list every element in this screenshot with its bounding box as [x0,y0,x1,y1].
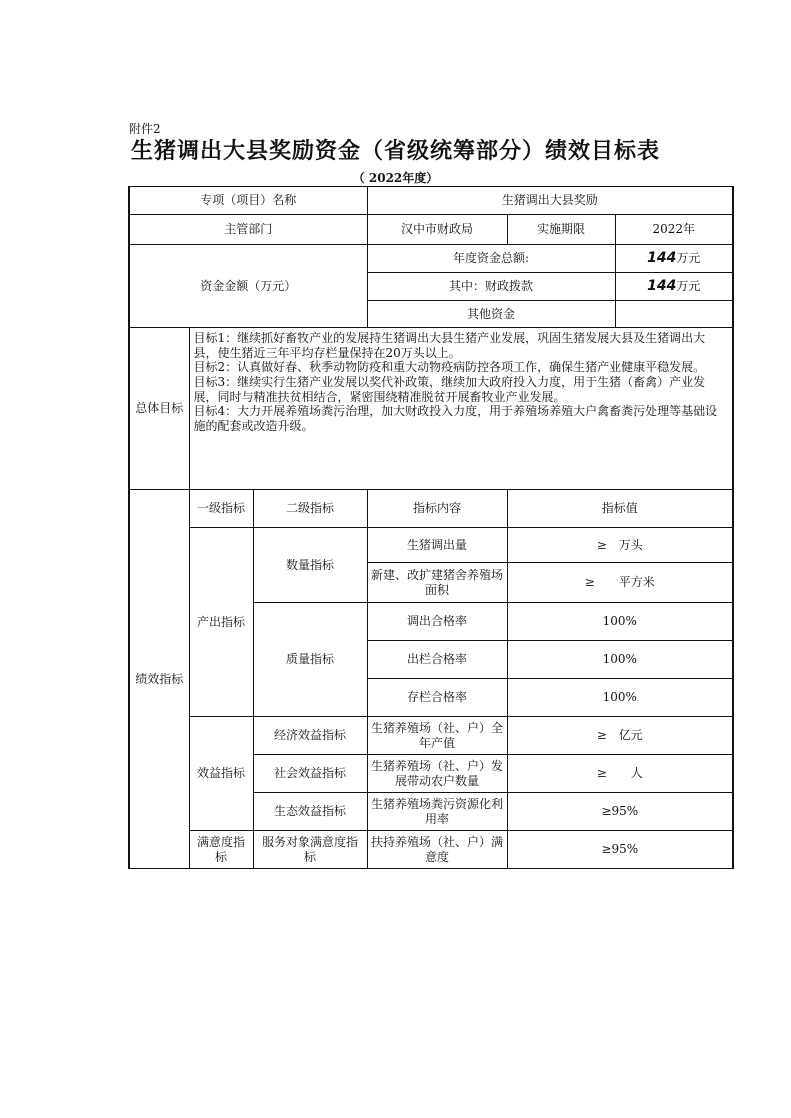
header-content: 指标内容 [367,490,507,528]
benefit-content-3: 生猪养殖场粪污资源化利用率 [367,793,507,831]
funds-total-unit: 万元 [676,250,701,265]
satisfaction-content: 扶持养殖场（社、户）满意度 [367,831,507,869]
attachment-label: 附件2 [129,122,161,136]
overall-goals-label: 总体目标 [129,328,189,490]
goal-item-4: 目标4：大力开展养殖场粪污治理，加大财政投入力度，用于养殖场养殖大户禽畜粪污处理等基础设施的配套或改造升级。 [193,404,718,433]
benefit-l2-1: 经济效益指标 [253,717,367,755]
funds-other-value [615,301,733,328]
performance-label: 绩效指标 [129,490,189,869]
satisfaction-l2: 服务对象满意度指标 [253,831,367,869]
goal-item-3: 目标3：继续实行生猪产业发展以奖代补政策，继续加大政府投入力度，用于生猪（畜禽）产业发展，同时与精准扶贫相结合，紧密围绕精准脱贫开展畜牧业产业发展。 [193,374,706,404]
department-value: 汉中市财政局 [367,215,507,245]
overall-goals-content [189,328,733,490]
quality-content-1: 调出合格率 [367,603,507,641]
period-value: 2022年 [615,215,733,245]
benefit-value-3: ≥95% [507,793,733,831]
quantity-value-1: ≥ 万头 [507,528,733,563]
benefit-value-1: ≥ 亿元 [507,717,733,755]
benefit-content-2: 生猪养殖场（社、户）发展带动农户数量 [367,755,507,793]
goal-item-1: 目标1：继续抓好畜牧产业的发展持生猪调出大县生猪产业发展，巩固生猪发展大县及生猪调出大县，使生猪近三年平均存栏量保持在20万头以上。 [193,331,706,360]
funds-other-label: 其他资金 [367,301,615,328]
document-year: （ 2022年度） [352,171,439,185]
performance-target-table [128,186,734,869]
document-title: 生猪调出大县奖励资金（省级统筹部分）绩效目标表 [130,138,660,164]
funds-fiscal-value [615,273,733,301]
benefit-indicator-label: 效益指标 [189,717,253,831]
satisfaction-indicator-label: 满意度指标 [189,831,253,869]
quality-value-3: 100% [507,679,733,717]
header-l1: 一级指标 [189,490,253,528]
funds-total-value [615,245,733,273]
funds-fiscal-label: 其中：财政拨款 [367,273,615,301]
benefit-l2-2: 社会效益指标 [253,755,367,793]
quality-indicator-label: 质量指标 [253,603,367,717]
funds-label: 资金金额（万元） [129,245,367,328]
quality-content-2: 出栏合格率 [367,641,507,679]
department-label: 主管部门 [129,215,367,245]
quality-value-1: 100% [507,603,733,641]
period-label: 实施期限 [507,215,615,245]
project-name-label: 专项（项目）名称 [129,187,367,215]
project-name-value: 生猪调出大县奖励 [367,187,733,215]
funds-fiscal-handwritten: 144 [647,277,677,294]
quantity-content-2: 新建、改扩建猪舍养殖场面积 [367,563,507,603]
funds-total-label: 年度资金总额: [367,245,615,273]
quantity-indicator-label: 数量指标 [253,528,367,603]
quantity-value-2: ≥ 平方米 [507,563,733,603]
output-indicator-label: 产出指标 [189,528,253,717]
header-l2: 二级指标 [253,490,367,528]
goal-item-2: 目标2：认真做好春、秋季动物防疫和重大动物疫病防控各项工作，确保生猪产业健康平稳发展。 [193,360,706,375]
benefit-content-1: 生猪养殖场（社、户）全年产值 [367,717,507,755]
quantity-content-1: 生猪调出量 [367,528,507,563]
benefit-value-2: ≥ 人 [507,755,733,793]
quality-value-2: 100% [507,641,733,679]
benefit-l2-3: 生态效益指标 [253,793,367,831]
header-value: 指标值 [507,490,733,528]
satisfaction-value: ≥95% [507,831,733,869]
funds-fiscal-unit: 万元 [676,278,701,293]
funds-total-handwritten: 144 [647,249,677,266]
quality-content-3: 存栏合格率 [367,679,507,717]
